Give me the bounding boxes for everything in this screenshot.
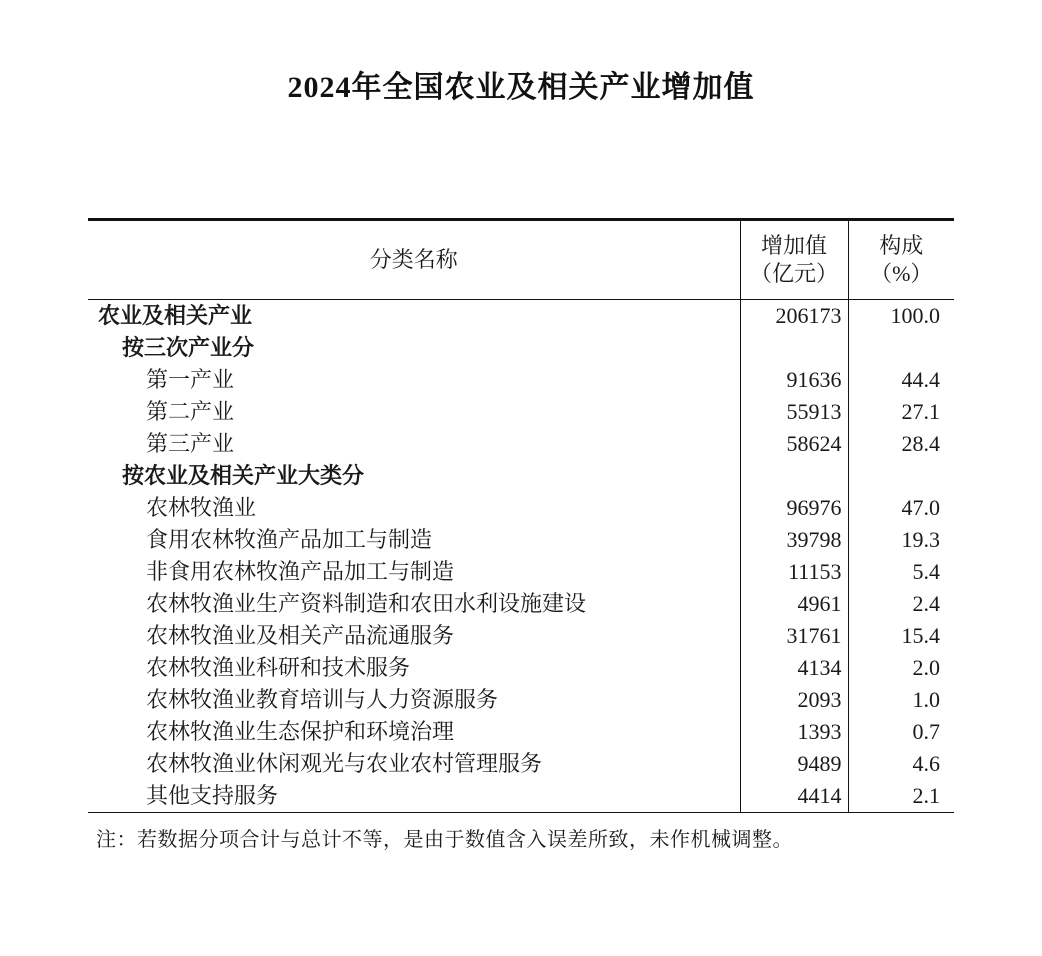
row-label: 农林牧渔业及相关产品流通服务: [146, 623, 455, 648]
column-header-value-line2: （亿元）: [749, 261, 838, 286]
table-row: [88, 620, 954, 652]
table-row: [88, 300, 954, 333]
row-value: 96976: [740, 492, 848, 524]
column-header-value: [740, 220, 848, 300]
row-value: 31761: [740, 620, 848, 652]
table-row: [88, 716, 954, 748]
row-label: 农业及相关产业: [98, 303, 253, 328]
column-header-name: 分类名称: [88, 220, 740, 300]
row-value: 39798: [740, 524, 848, 556]
row-value: 206173: [740, 300, 848, 333]
table-row: [88, 588, 954, 620]
row-value: [740, 460, 848, 492]
row-percent: 1.0: [848, 684, 954, 716]
table-row: [88, 652, 954, 684]
column-header-percent: [848, 220, 954, 300]
row-percent: [848, 460, 954, 492]
row-percent: 44.4: [848, 364, 954, 396]
row-label: 农林牧渔业科研和技术服务: [146, 655, 411, 680]
table-header-row: [88, 220, 954, 300]
statistics-table: [88, 218, 954, 813]
row-percent: 100.0: [848, 300, 954, 333]
row-value: [740, 332, 848, 364]
row-percent: 28.4: [848, 428, 954, 460]
table-header: [88, 220, 954, 300]
row-percent: 2.0: [848, 652, 954, 684]
row-label: 农林牧渔业教育培训与人力资源服务: [146, 687, 499, 712]
page-title: 2024年全国农业及相关产业增加值: [287, 71, 755, 104]
row-label: 其他支持服务: [88, 780, 740, 813]
row-value: 2093: [740, 684, 848, 716]
row-label: 非食用农林牧渔产品加工与制造: [146, 559, 455, 584]
row-value: 91636: [740, 364, 848, 396]
row-value: 1393: [740, 716, 848, 748]
row-value: 4961: [740, 588, 848, 620]
table-footnote: 注：若数据分项合计与总计不等，是由于数值含入误差所致，未作机械调整。: [96, 827, 793, 851]
table-row: [88, 364, 954, 396]
table-row: [88, 556, 954, 588]
table-row: [88, 748, 954, 780]
table-body: [88, 300, 954, 813]
row-label: 食用农林牧渔产品加工与制造: [146, 527, 433, 552]
table-row: [88, 780, 954, 813]
row-label: 第一产业: [146, 367, 235, 392]
row-percent: 47.0: [848, 492, 954, 524]
row-label: 第三产业: [146, 431, 235, 456]
row-percent: 5.4: [848, 556, 954, 588]
table-row: [88, 460, 954, 492]
row-label: 农林牧渔业休闲观光与农业农村管理服务: [146, 751, 543, 776]
statistics-table-container: [0, 218, 1042, 813]
table-row: [88, 684, 954, 716]
row-value: 11153: [740, 556, 848, 588]
table-row: [88, 396, 954, 428]
row-value: 55913: [740, 396, 848, 428]
table-row: [88, 428, 954, 460]
row-percent: 2.4: [848, 588, 954, 620]
row-percent: 2.1: [848, 780, 954, 813]
row-percent: 0.7: [848, 716, 954, 748]
row-label: 按农业及相关产业大类分: [122, 463, 365, 488]
column-header-percent-line1: 构成: [879, 232, 924, 258]
row-label: 农林牧渔业生产资料制造和农田水利设施建设: [146, 591, 587, 616]
row-value: 4414: [740, 780, 848, 813]
row-value: 4134: [740, 652, 848, 684]
row-percent: 27.1: [848, 396, 954, 428]
column-header-value-line1: 增加值: [760, 232, 827, 258]
row-value: 9489: [740, 748, 848, 780]
row-value: 58624: [740, 428, 848, 460]
row-label: 农林牧渔业生态保护和环境治理: [146, 719, 455, 744]
row-percent: 4.6: [848, 748, 954, 780]
document-page: [0, 62, 1042, 956]
row-label: 按三次产业分: [122, 335, 255, 360]
table-row: [88, 492, 954, 524]
row-label: 第二产业: [146, 399, 235, 424]
row-label: 农林牧渔业: [146, 495, 257, 520]
row-percent: 19.3: [848, 524, 954, 556]
row-percent: 15.4: [848, 620, 954, 652]
row-percent: [848, 332, 954, 364]
column-header-percent-line2: （%）: [870, 261, 933, 286]
table-row: [88, 524, 954, 556]
table-row: [88, 332, 954, 364]
